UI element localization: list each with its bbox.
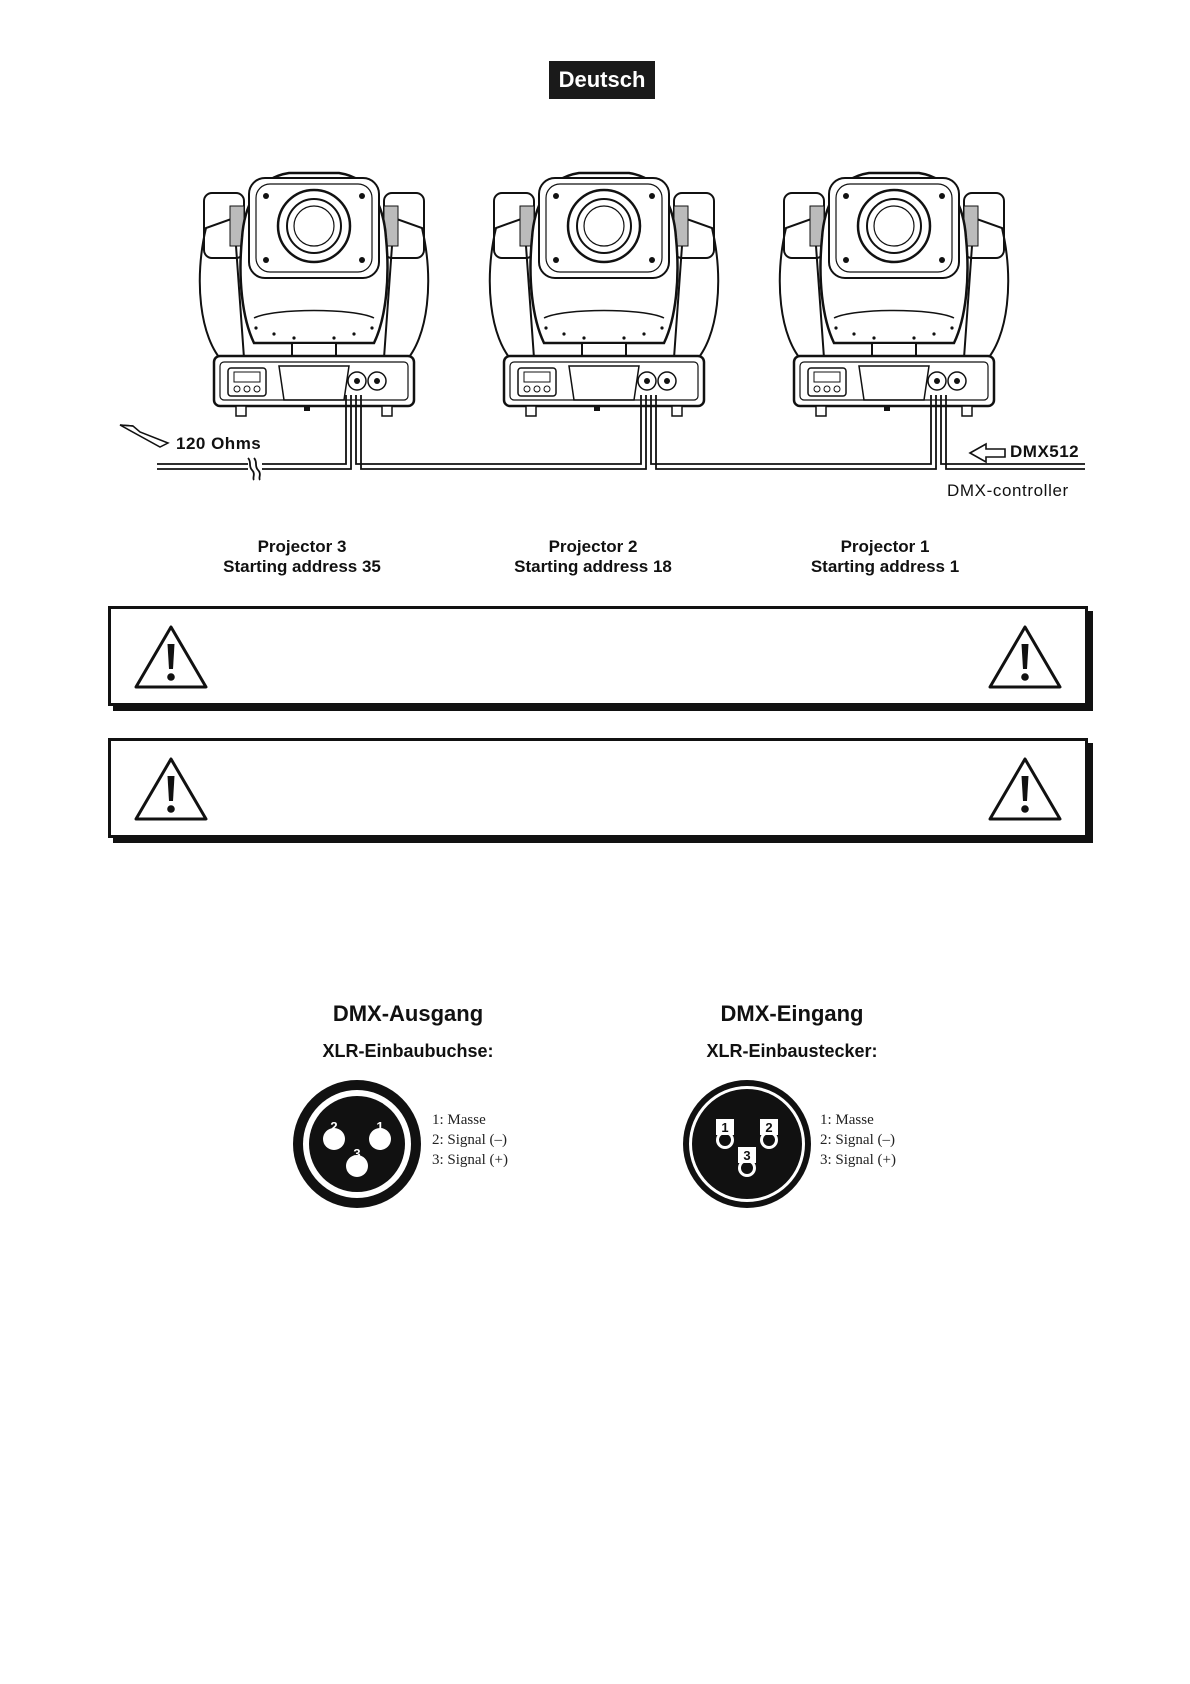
dmx-output-pin-list [432,1110,508,1170]
warning-triangle-icon [987,756,1063,822]
warning-triangle-icon [133,756,209,822]
dmx-controller-label: DMX-controller [947,481,1069,500]
pin-label: 3: Signal (+) [432,1152,508,1168]
output-pin-3: 3 [353,1146,361,1161]
projector-2-name: Projector 2 [548,537,638,556]
xlr-female-socket-icon [290,1077,424,1211]
output-pin-2: 2 [330,1119,338,1134]
pin-label: 2: Signal (–) [432,1132,507,1148]
dmx-input-connector [627,1001,957,1062]
dmx-cable [157,395,1085,480]
input-pin-2: 2 [765,1120,773,1135]
projector-3-label [182,537,422,577]
warning-triangle-icon [133,624,209,690]
projector-3-name: Projector 3 [257,537,347,556]
dmx-input-title: DMX-Eingang [720,1001,864,1026]
input-pin-3: 3 [743,1148,751,1163]
terminator-label: 120 Ohms [176,434,262,453]
xlr-male-plug-icon [680,1077,814,1211]
dmx-input-pin-list [820,1110,896,1170]
dmx-input-subtitle: XLR-Einbaustecker: [706,1041,878,1061]
projector-3-address: Starting address 35 [223,557,381,576]
dmx-chain-diagram [0,0,1190,600]
terminator-arrow-icon [120,425,168,447]
dmx512-label: DMX512 [1010,442,1080,461]
dmx-output-title: DMX-Ausgang [332,1001,484,1026]
projector-3-illustration [200,173,428,416]
dmx-output-subtitle: XLR-Einbaubuchse: [322,1041,494,1061]
warning-box [108,738,1088,838]
projector-2-illustration [490,173,718,416]
projector-2-address: Starting address 18 [514,557,672,576]
projector-1-illustration [780,173,1008,416]
warning-box [108,606,1088,706]
projector-1-name: Projector 1 [840,537,930,556]
pin-label: 1: Masse [820,1112,874,1128]
dmx-output-connector [243,1001,573,1062]
pin-label: 1: Masse [432,1112,486,1128]
pin-label: 3: Signal (+) [820,1152,896,1168]
pin-label: 2: Signal (–) [820,1132,895,1148]
projector-1-address: Starting address 1 [810,557,960,576]
warning-triangle-icon [987,624,1063,690]
dmx-input-arrow-icon [970,444,1005,462]
language-badge: Deutsch [549,61,655,99]
projector-2-label [473,537,713,577]
projector-1-label [765,537,1005,577]
output-pin-1: 1 [376,1119,384,1134]
input-pin-1: 1 [721,1120,729,1135]
